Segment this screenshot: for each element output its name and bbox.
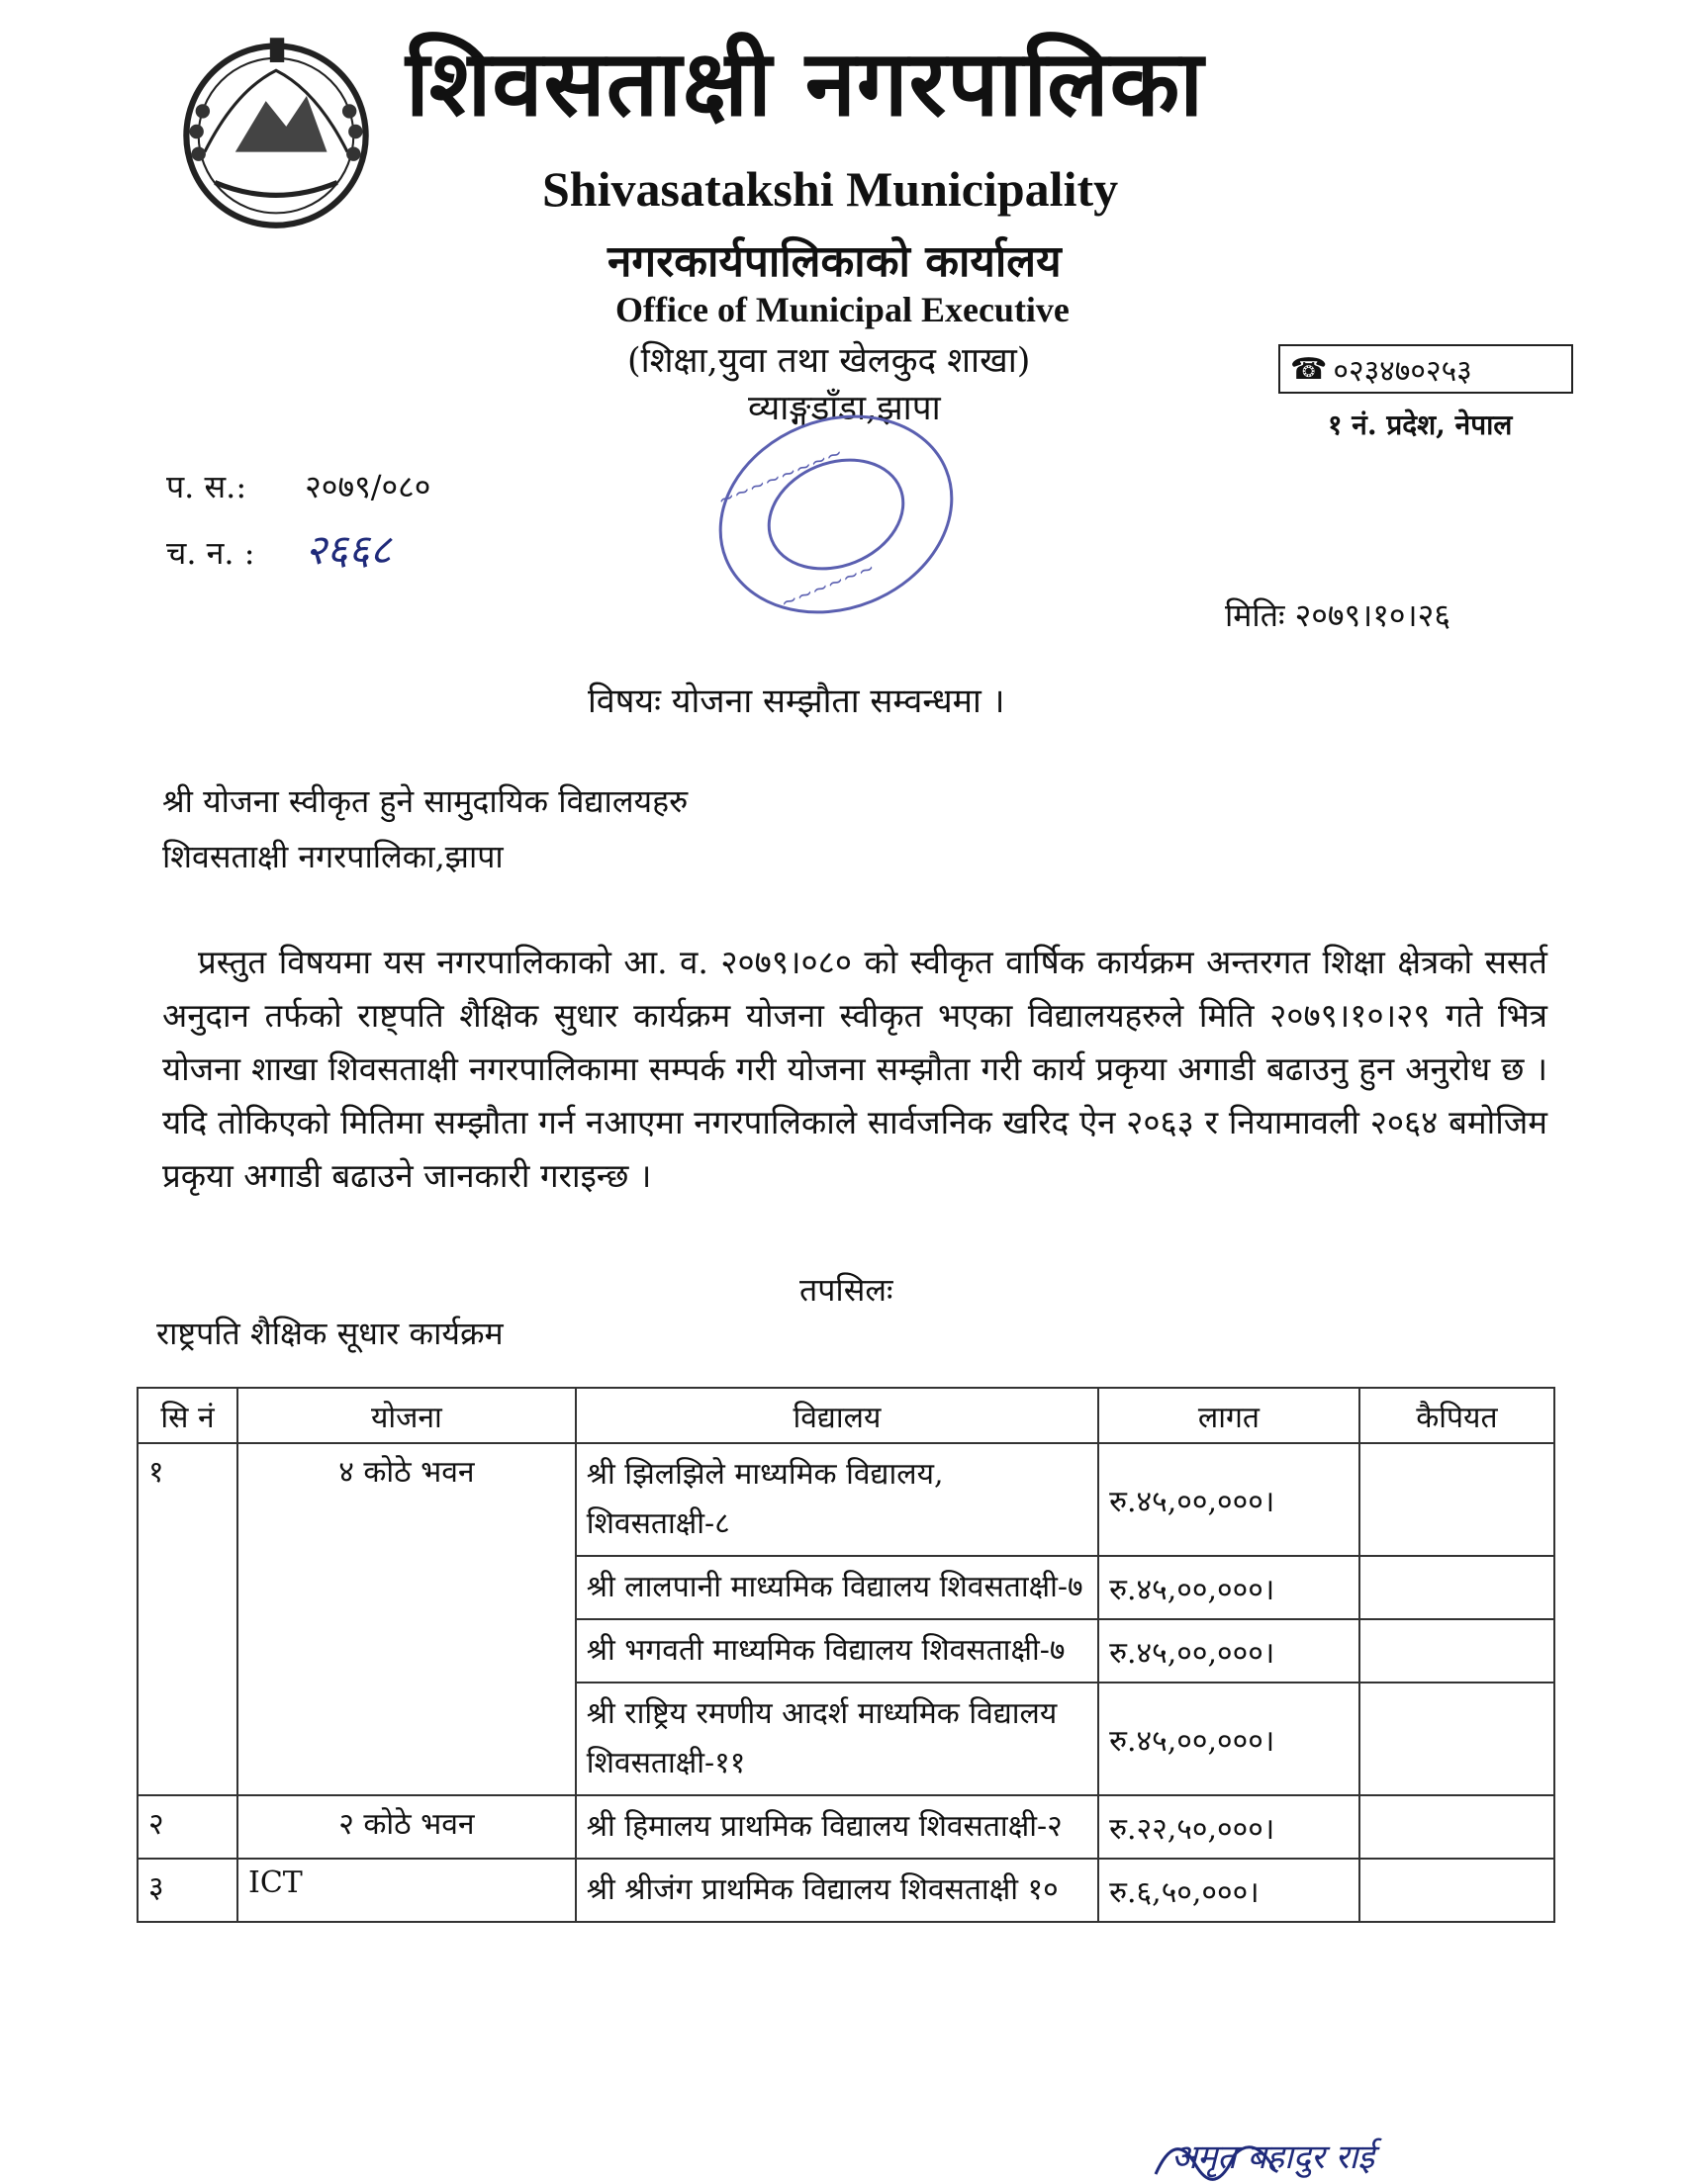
addressee-line-2: शिवसताक्षी नगरपालिका,झापा <box>162 838 504 875</box>
municipality-title-english: Shivasatakshi Municipality <box>542 161 1119 217</box>
row-plan: ४ कोठे भवन <box>237 1443 576 1795</box>
header-cost: लागत <box>1098 1388 1359 1443</box>
letter-subject: विषयः योजना सम्झौता सम्वन्धमा । <box>588 682 1005 721</box>
phone-box <box>1278 344 1573 394</box>
row-remark <box>1359 1859 1554 1922</box>
office-title-english: Office of Municipal Executive <box>615 290 1070 329</box>
office-title-nepali: नगरकार्यपालिकाको कार्यालय <box>607 236 1062 287</box>
row-school: श्री झिलझिले माध्यमिक विद्यालय, शिवसताक्षी-८ <box>576 1443 1098 1556</box>
row-cost: रु.६,५०,०००। <box>1098 1859 1359 1922</box>
svg-text:~~~~~~~~: ~~~~~~~~ <box>713 440 847 512</box>
signatory-name: अमृत बहादुर राई <box>1171 2138 1374 2177</box>
row-cost: रु.४५,००,०००। <box>1098 1619 1359 1683</box>
row-cost: रु.२२,५०,०००। <box>1098 1795 1359 1859</box>
row-plan: २ कोठे भवन <box>237 1795 576 1859</box>
ref-ps-label: प. स.: <box>166 468 247 505</box>
row-remark <box>1359 1619 1554 1683</box>
row-remark <box>1359 1443 1554 1556</box>
row-sn: २ <box>138 1795 237 1859</box>
row-cost: रु.४५,००,०००। <box>1098 1556 1359 1619</box>
row-remark <box>1359 1683 1554 1795</box>
province-label: १ नं. प्रदेश, नेपाल <box>1328 409 1513 441</box>
header-remark: कैपियत <box>1359 1388 1554 1443</box>
row-school: श्री हिमालय प्राथमिक विद्यालय शिवसताक्षी-२ <box>576 1795 1098 1859</box>
ref-fiscal-row <box>166 465 430 507</box>
phone-number: ०२३४७०२५३ <box>1333 353 1472 389</box>
letter-date: मितिः २०७९।१०।२६ <box>1225 596 1450 634</box>
row-sn: ३ <box>138 1859 237 1922</box>
row-plan: ICT <box>237 1859 576 1922</box>
table-header-row <box>138 1388 1554 1443</box>
header-sn: सि नं <box>138 1388 237 1443</box>
row-cost: रु.४५,००,०००। <box>1098 1683 1359 1795</box>
official-stamp <box>693 396 980 633</box>
telephone-icon: ☎ <box>1290 351 1328 387</box>
letter-body: प्रस्तुत विषयमा यस नगरपालिकाको आ. व. २०७९।०८० को स्वीकृत वार्षिक कार्यक्रम अन्तरगत शिक्षा क्षेत्रको ससर्त अनुदान तर्फको राष्ट्पति शैक्षिक सुधार कार्यक्रम योजना स्वीकृत भएका विद्यालयहरुले मिति २०७९।१०।२९ गते भित्र योजना शाखा शिवसताक्षी नगरपालिकामा सम्पर्क गरी योजना सम्झौता गरी कार्य प्रकृया अगाडी बढाउनु हुन अनुरोध छ । यदि तोकिएको मितिमा सम्झौता गर्न नआएमा नगरपालिकाले सार्वजनिक खरिद ऐन २०६३ र नियामावली २०६४ बमोजिम प्रकृया अगाडी बढाउने जानकारी गराइन्छ । <box>162 943 1547 1195</box>
schemes-table <box>137 1387 1555 1923</box>
nepal-emblem-icon <box>174 30 378 233</box>
row-sn: १ <box>138 1443 237 1795</box>
header-school: विद्यालय <box>576 1388 1098 1443</box>
row-school: श्री भगवती माध्यमिक विद्यालय शिवसताक्षी-७ <box>576 1619 1098 1683</box>
addressee-line-1: श्री योजना स्वीकृत हुने सामुदायिक विद्यालयहरु <box>162 782 689 820</box>
details-heading: तपसिलः <box>799 1271 893 1309</box>
row-cost: रु.४५,००,०००। <box>1098 1443 1359 1556</box>
row-school: श्री लालपानी माध्यमिक विद्यालय शिवसताक्षी-७ <box>576 1556 1098 1619</box>
row-remark <box>1359 1795 1554 1859</box>
ref-dispatch-row <box>166 520 392 577</box>
program-heading: राष्ट्रपति शैक्षिक सूधार कार्यक्रम <box>156 1315 504 1352</box>
branch-name: (शिक्षा,युवा तथा खेलकुद शाखा) <box>627 341 1031 381</box>
row-remark <box>1359 1556 1554 1619</box>
header-plan: योजना <box>237 1388 576 1443</box>
row-school: श्री राष्ट्रिय रमणीय आदर्श माध्यमिक विद्यालय शिवसताक्षी-११ <box>576 1683 1098 1795</box>
office-address: व्याङ्गडाँडा,झापा <box>748 389 941 428</box>
svg-text:~~~~~~: ~~~~~~ <box>777 555 879 615</box>
ref-ps-value: २०७९/०८० <box>305 468 431 505</box>
ref-cn-value: २६६८ <box>305 525 392 574</box>
table-row <box>138 1859 1554 1922</box>
table-row <box>138 1443 1554 1556</box>
ref-cn-label: च. न. : <box>166 534 255 572</box>
table-row <box>138 1795 1554 1859</box>
row-school: श्री श्रीजंग प्राथमिक विद्यालय शिवसताक्षी १० <box>576 1859 1098 1922</box>
municipality-title-nepali: शिवसताक्षी नगरपालिका <box>406 30 1205 136</box>
